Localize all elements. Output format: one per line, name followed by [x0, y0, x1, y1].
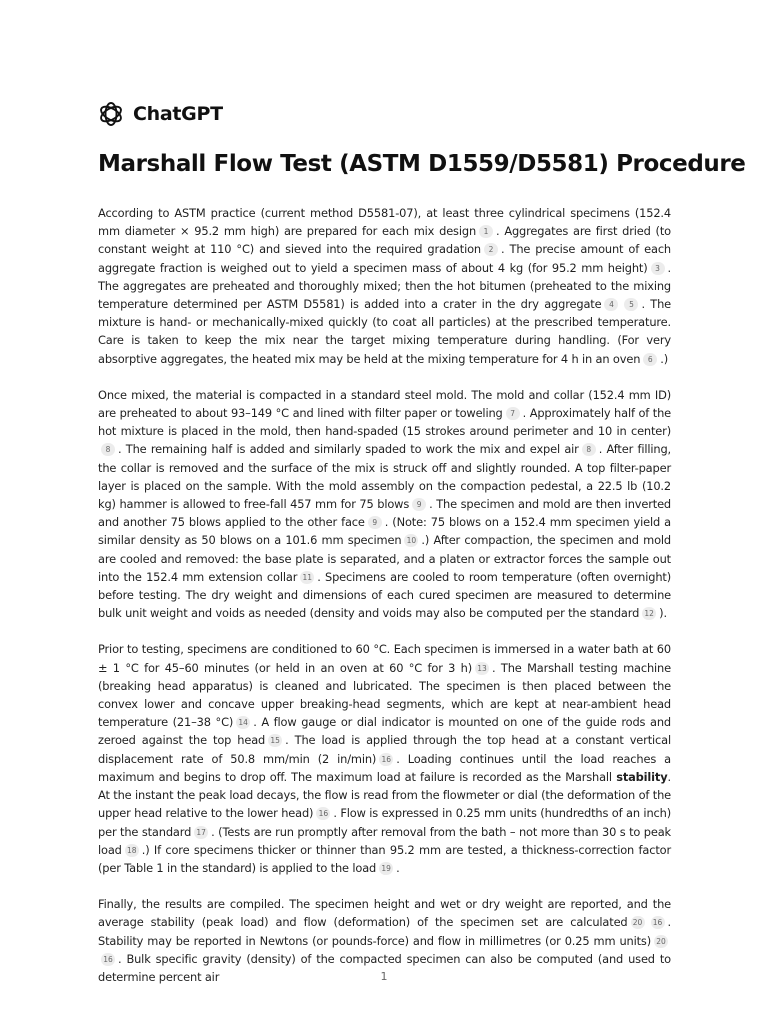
text-run: . The remaining half is added and similarly spaded to work the mix and expel air — [118, 442, 579, 457]
citation-badge[interactable]: 3 — [651, 262, 665, 275]
text-run: . Specimens are cooled to room temperature (often overnight) before testing. The dry weight and dimensions of each cured specimen are measured to determine bulk unit weight and voids as needed (density and voids may also be computed per the standard — [98, 569, 672, 621]
citation-badge[interactable]: 9 — [412, 498, 426, 511]
citation-badge[interactable]: 12 — [642, 607, 656, 620]
text-run: . Approximately half of the hot mixture is placed in the mold, then hand-spaded (15 strokes around perimeter and 10 in center) — [98, 406, 671, 439]
openai-logo-icon — [98, 101, 124, 127]
citation-badge[interactable]: 9 — [368, 516, 382, 529]
text-run: . The precise amount of each aggregate fraction is weighed out to yield a specimen mass of about 4 kg (for 95.2 mm height) — [98, 242, 671, 275]
paragraph-compaction — [98, 386, 671, 623]
text-run: ). — [659, 606, 667, 621]
citation-badge[interactable]: 20 — [631, 916, 645, 929]
page-title: Marshall Flow Test (ASTM D1559/D5581) Procedure — [98, 151, 746, 177]
citation-badge[interactable]: 20 — [654, 935, 668, 948]
text-run: .) — [660, 351, 669, 366]
text-run: . (Note: 75 blows on a 152.4 mm specimen yield a similar density as 50 blows on a 101.6 mm specimen — [98, 515, 671, 548]
citation-badge[interactable]: 10 — [404, 534, 418, 547]
text-run: . Aggregates are first dried (to constant weight at 110 °C) and sieved into the required gradation — [98, 224, 671, 257]
text-run: . (Tests are run promptly after removal from the bath – not more than 30 s to peak load — [98, 824, 671, 857]
text-run: . The aggregates are preheated and thoroughly mixed; then the hot bitumen (preheated to the mixing temperature determined per ASTM D5581) is added into a crater in the dry aggregate — [98, 260, 671, 312]
text-run: . A flow gauge or dial indicator is mounted on one of the guide rods and zeroed against the top head — [98, 715, 671, 748]
citation-badge[interactable]: 8 — [582, 443, 596, 456]
citation-badge[interactable]: 13 — [475, 662, 489, 675]
text-run: . Loading continues until the load reaches a maximum and begins to drop off. The maximum load at failure is recorded as the Marshall — [98, 751, 671, 784]
document-page — [98, 100, 746, 986]
text-run: .) If core specimens thicker or thinner than 95.2 mm are tested, a thickness-correction factor (per Table 1 in the standard) is applied to the load — [98, 842, 671, 875]
text-run: . The load is applied through the top head at a constant vertical displacement rate of 50.8 mm/min (2 in/min) — [98, 733, 671, 766]
paragraph-testing — [98, 640, 671, 877]
citation-badge[interactable]: 4 — [604, 298, 618, 311]
brand-name: ChatGPT — [133, 103, 223, 125]
text-run: . Bulk specific gravity (density) of the compacted specimen can also be computed (and used to determine percent air — [98, 951, 671, 984]
citation-badge[interactable]: 17 — [194, 826, 208, 839]
citation-badge[interactable]: 16 — [651, 916, 665, 929]
citation-badge[interactable]: 2 — [484, 243, 498, 256]
citation-badge[interactable]: 18 — [125, 844, 139, 857]
text-run: Finally, the results are compiled. The specimen height and wet or dry weight are reported, and the average stability (peak load) and flow (deformation) of the specimen set are calculated — [98, 897, 671, 930]
text-run: Prior to testing, specimens are conditioned to 60 °C. Each specimen is immersed in a water bath at 60 ± 1 °C for 45–60 minutes (or held in an oven at 60 °C for 3 h) — [98, 642, 671, 675]
text-run: . The Marshall testing machine (breaking head apparatus) is cleaned and lubricated. The specimen is then placed between the convex lower and concave upper breaking-head segments, which are kept at near-ambient head temperature (21–38 °C) — [98, 660, 671, 730]
text-run: According to ASTM practice (current method D5581-07), at least three cylindrical specimens (152.4 mm diameter × 95.2 mm high) are prepared for each mix design — [98, 206, 671, 239]
citation-badge[interactable]: 1 — [479, 225, 493, 238]
text-run: . The specimen and mold are then inverted and another 75 blows applied to the other face — [98, 497, 672, 530]
citation-badge[interactable]: 7 — [506, 407, 520, 420]
page-number: 1 — [380, 970, 388, 983]
citation-badge[interactable]: 14 — [236, 716, 250, 729]
text-run: . The mixture is hand- or mechanically-mixed quickly (to coat all particles) at the prescribed temperature. Care is taken to keep the mix near the target mixing temperature during handling. (For very absorptive aggregates, the heated mix may be held at the mixing temperature for 4 h in an oven — [98, 297, 671, 366]
text-run: Once mixed, the material is compacted in a standard steel mold. The mold and collar (152.4 mm ID) are preheated to about 93–149 °C and lined with filter paper or toweling — [98, 387, 671, 421]
text-run: . At the instant the peak load decays, the flow is read from the flowmeter or dial (the deformation of the upper head relative to the lower head) — [98, 769, 671, 821]
citation-badge[interactable]: 5 — [624, 298, 638, 311]
citation-badge[interactable]: 16 — [379, 753, 393, 766]
citation-badge[interactable]: 16 — [316, 807, 330, 820]
text-run: .) After compaction, the specimen and mold are cooled and removed: the base plate is separated, and a platen or extractor forces the sample out into the 152.4 mm extension collar — [98, 533, 671, 584]
citation-badge[interactable]: 11 — [300, 571, 314, 584]
citation-badge[interactable]: 8 — [101, 443, 115, 456]
bold-term: stability — [616, 769, 668, 784]
text-run: . After filling, the collar is removed and the surface of the mix is struck off and slightly rounded. A top filter-paper layer is placed on the sample. With the mold assembly on the compaction pedestal, a 22.5 lb (10.2 kg) hammer is allowed to free-fall 457 mm for 75 blows — [98, 442, 671, 512]
citation-badge[interactable]: 19 — [379, 862, 393, 875]
paragraph-specimen-preparation — [98, 204, 671, 368]
citation-badge[interactable]: 16 — [101, 953, 115, 966]
brand-header — [98, 100, 671, 128]
text-run: . Flow is expressed in 0.25 mm units (hundredths of an inch) per the standard — [98, 806, 671, 839]
citation-badge[interactable]: 6 — [643, 353, 657, 366]
text-run: . Stability may be reported in Newtons (or pounds-force) and flow in millimetres (or 0.25 mm units) — [98, 915, 671, 948]
text-run: . — [396, 860, 400, 875]
citation-badge[interactable]: 15 — [268, 734, 282, 747]
